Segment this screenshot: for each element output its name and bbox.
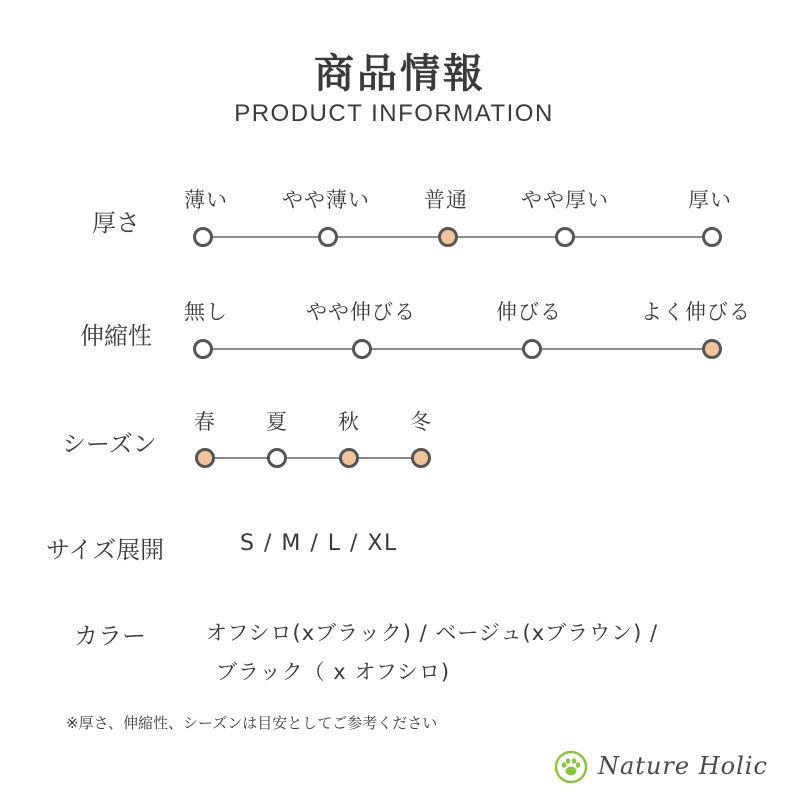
thickness-scale-line [203, 236, 713, 238]
stretch-option-label: 無し [184, 300, 228, 324]
season-scale-dot [339, 448, 359, 468]
page-subtitle: PRODUCT INFORMATION [234, 100, 554, 127]
stretch-option-label: やや伸びる [306, 300, 416, 324]
season-scale-dot [195, 448, 215, 468]
season-scale-dot [411, 448, 431, 468]
season-scale-dot [267, 448, 287, 468]
colors-value-line2: ブラック（ x オフシロ) [216, 660, 451, 684]
stretch-scale-dot [193, 339, 213, 359]
season-scale-line [205, 457, 421, 459]
stretch-option-label: 伸びる [496, 300, 562, 324]
thickness-label: 厚さ [92, 209, 140, 237]
season-option-label: 秋 [338, 410, 360, 434]
stretch-option-label: よく伸びる [641, 300, 751, 324]
stretch-scale-dot [522, 339, 542, 359]
colors-label: カラー [74, 622, 146, 650]
thickness-option-label: 普通 [424, 188, 468, 212]
season-option-label: 夏 [266, 410, 288, 434]
thickness-scale-dot [702, 227, 722, 247]
season-option-label: 冬 [410, 410, 432, 434]
thickness-scale-dot [318, 227, 338, 247]
stretch-scale-dot [352, 339, 372, 359]
season-option-label: 春 [194, 410, 216, 434]
footnote: ※厚さ、伸縮性、シーズンは目安としてご参考ください [66, 714, 438, 732]
thickness-scale-dot [555, 227, 575, 247]
sizes-value: S / M / L / XL [240, 531, 398, 556]
stretch-label: 伸縮性 [80, 322, 152, 350]
thickness-scale-dot [438, 227, 458, 247]
thickness-option-label: やや厚い [521, 188, 609, 212]
brand-name: Nature Holic [598, 752, 768, 780]
stretch-scale-dot [702, 339, 722, 359]
thickness-scale-dot [193, 227, 213, 247]
season-label: シーズン [62, 430, 157, 458]
stretch-scale-line [203, 348, 713, 350]
colors-value-line1: オフシロ(xブラック) / ベージュ(xブラウン) / [206, 621, 659, 645]
sizes-label: サイズ展開 [46, 536, 165, 564]
paw-icon [554, 750, 588, 784]
page-title: 商品情報 [314, 51, 486, 97]
thickness-option-label: やや薄い [282, 188, 370, 212]
thickness-option-label: 薄い [184, 188, 228, 212]
thickness-option-label: 厚い [688, 188, 732, 212]
